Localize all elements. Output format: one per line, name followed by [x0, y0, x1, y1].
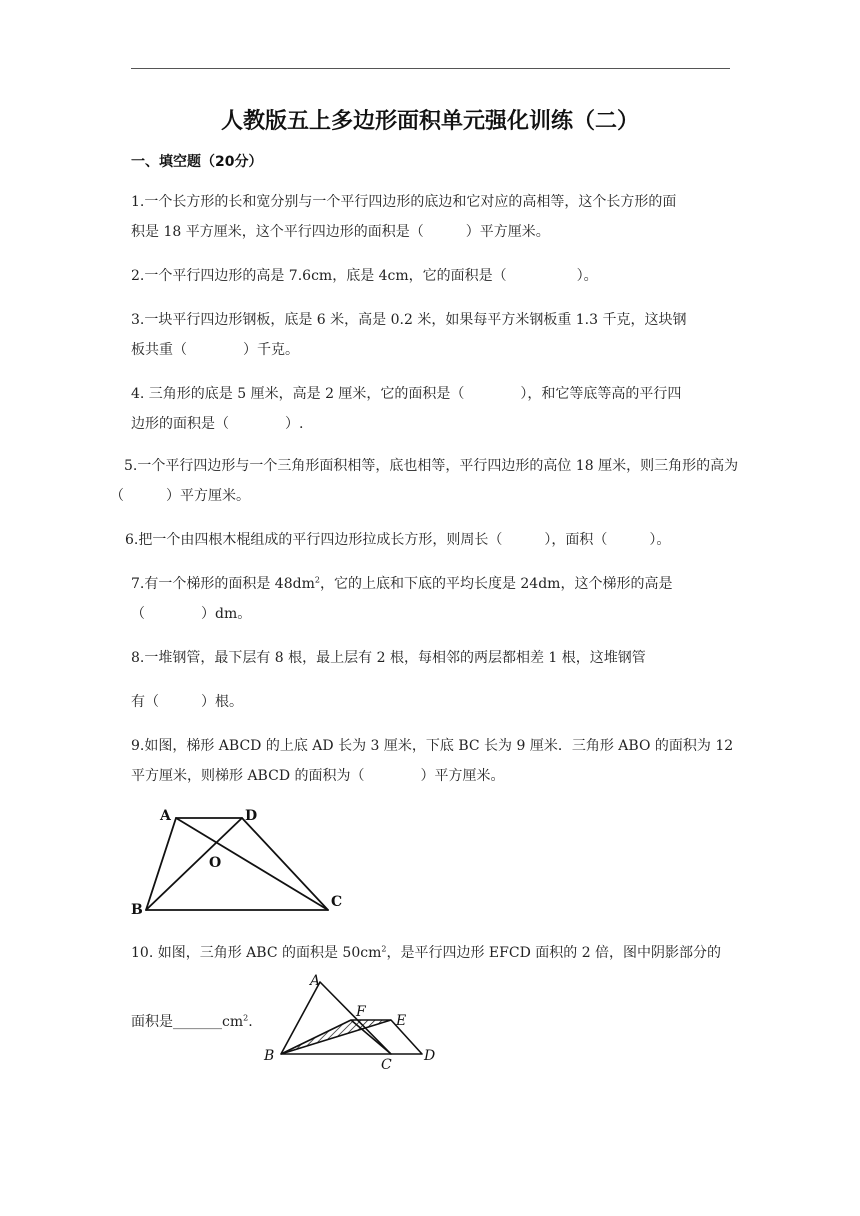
- triangle-parallelogram-figure: [262, 970, 444, 1073]
- q4-line1: 4. 三角形的底是 5 厘米，高是 2 厘米，它的面积是（ ），和它等底等高的平行四: [131, 386, 682, 402]
- q5-line1: 5.一个平行四边形与一个三角形面积相等，底也相等，平行四边形的高位 18 厘米，则三角形的高为: [124, 458, 739, 474]
- q2-line1: 2.一个平行四边形的高是 7.6cm，底是 4cm，它的面积是（ ）。: [131, 268, 598, 284]
- q7-line1-pre: 7.有一个梯形的面积是 48dm: [131, 576, 315, 592]
- q10-line2: [131, 1014, 253, 1030]
- label-b: B: [131, 902, 143, 918]
- label2-f: F: [356, 1004, 366, 1020]
- label-d: D: [245, 808, 258, 824]
- q7-line1: [131, 576, 672, 592]
- trapezoid-figure: [130, 806, 350, 916]
- q10-line1: [131, 945, 721, 961]
- q9-line1: 9.如图，梯形 ABCD 的上底 AD 长为 3 厘米，下底 BC 长为 9 厘米．三角形 ABO 的面积为 12: [131, 738, 734, 754]
- q10-line2-pre: 面积是_______cm: [131, 1014, 244, 1030]
- triangle-abc: [281, 982, 391, 1054]
- q10-line1-sup: 2: [381, 944, 387, 954]
- q8-line2: 有（ ）根。: [131, 694, 243, 710]
- diagonal-ac: [176, 818, 328, 910]
- q10-line1-post: ，是平行四边形 EFCD 面积的 2 倍，图中阴影部分的: [386, 945, 722, 961]
- label2-c: C: [381, 1057, 392, 1073]
- q3-line2: 板共重（ ）千克。: [131, 342, 299, 358]
- q7-line1-sup: 2: [314, 575, 320, 585]
- label2-a: A: [310, 973, 321, 989]
- section-heading: 一、填空题（20分）: [131, 154, 263, 170]
- q6-line1: 6.把一个由四根木棍组成的平行四边形拉成长方形，则周长（ ），面积（ ）。: [125, 532, 671, 548]
- q4-line2: 边形的面积是（ ）.: [131, 416, 304, 432]
- q5-line2: （ ）平方厘米。: [110, 488, 250, 504]
- label2-d: D: [424, 1048, 436, 1064]
- q1-line2: 积是 18 平方厘米，这个平行四边形的面积是（ ）平方厘米。: [131, 224, 550, 240]
- q8-line1: 8.一堆钢管，最下层有 8 根，最上层有 2 根，每相邻的两层都相差 1 根，这堆钢管: [131, 650, 646, 666]
- q1-line1: 1.一个长方形的长和宽分别与一个平行四边形的底边和它对应的高相等，这个长方形的面: [131, 194, 677, 210]
- label2-e: E: [396, 1013, 407, 1029]
- header-rule: [131, 68, 730, 69]
- label-c: C: [331, 894, 343, 910]
- label-a: A: [160, 808, 171, 824]
- trapezoid-outline: [146, 818, 328, 910]
- q10-line2-post: .: [248, 1014, 253, 1030]
- q3-line1: 3.一块平行四边形钢板，底是 6 米，高是 0.2 米，如果每平方米钢板重 1.3 千克，这块钢: [131, 312, 687, 328]
- q10-line1-pre: 10. 如图，三角形 ABC 的面积是 50cm: [131, 945, 382, 961]
- segment-bf: [281, 1020, 351, 1054]
- q7-line1-post: ，它的上底和下底的平均长度是 24dm，这个梯形的高是: [319, 576, 673, 592]
- q9-line2: 平方厘米，则梯形 ABCD 的面积为（ ）平方厘米。: [131, 768, 505, 784]
- label-o: O: [209, 855, 222, 871]
- page-title: 人教版五上多边形面积单元强化训练（二）: [220, 109, 639, 134]
- q7-line2: （ ）dm。: [131, 606, 252, 622]
- q10-line2-sup: 2: [243, 1013, 249, 1023]
- label2-b: B: [264, 1048, 275, 1064]
